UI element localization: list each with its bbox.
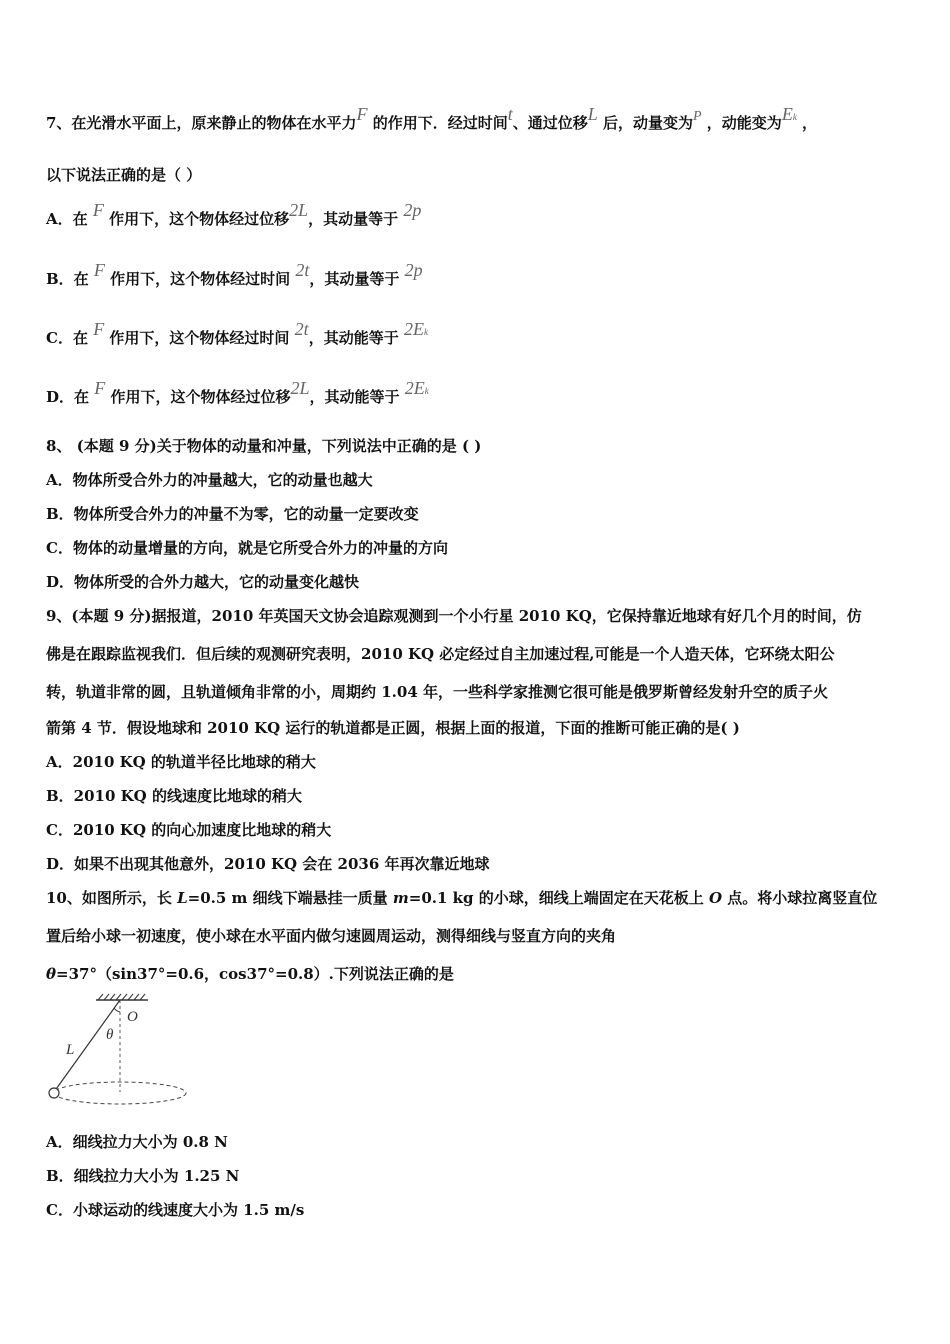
option-text: C．在 xyxy=(46,329,88,347)
option-text: A．在 xyxy=(46,210,88,228)
option-text: 作用下，这个物体经过位移 xyxy=(110,388,291,406)
var-2E: 2E xyxy=(404,378,425,398)
q7-stem-text: 后，动量变为 xyxy=(602,114,693,132)
var-F: F xyxy=(93,319,105,339)
var-t: t xyxy=(507,104,513,124)
var-2t: 2t xyxy=(294,319,309,339)
q8-stem: 8、 (本题 9 分)关于物体的动量和冲量，下列说法中正确的是 ( ) xyxy=(46,437,482,455)
angle-arc xyxy=(114,1008,120,1012)
q9-option-a: A．2010 KQ 的轨道半径比地球的稍大 xyxy=(46,753,316,771)
option-text: 作用下，这个物体经过时间 xyxy=(110,270,291,288)
q10-stem-text: =37°（sin37°=0.6，cos37°=0.8）.下列说法正确的是 xyxy=(56,965,454,983)
q7-stem-text: ， xyxy=(802,114,818,132)
q9-stem-line2: 佛是在跟踪监视我们．但后续的观测研究表明，2010 KQ 必定经过自主加速过程,可能是一个人造天体，它环绕太阳公 xyxy=(46,645,835,663)
q9-stem-line1: 9、(本题 9 分)据报道，2010 年英国天文协会追踪观测到一个小行星 2010 KQ，它保持靠近地球有好几个月的时间，仿 xyxy=(46,607,862,625)
label-L: L xyxy=(66,1042,75,1058)
ball xyxy=(49,1088,59,1098)
option-text: B．在 xyxy=(46,270,89,288)
var-k: k xyxy=(792,112,797,122)
var-theta: θ xyxy=(46,965,57,983)
label-theta: θ xyxy=(106,1027,114,1043)
q7-option-c xyxy=(46,319,428,348)
q8-option-d: D．物体所受的合外力越大，它的动量变化越快 xyxy=(46,573,360,591)
q10-stem-line3 xyxy=(46,963,454,984)
ceiling-hatching xyxy=(98,994,145,1000)
var-O: O xyxy=(708,889,723,907)
var-F: F xyxy=(94,378,106,398)
conical-pendulum-diagram xyxy=(40,992,200,1112)
q10-option-b: B．细线拉力大小为 1.25 N xyxy=(46,1167,240,1185)
var-E: E xyxy=(781,104,793,124)
var-Ek xyxy=(782,104,797,124)
q9-option-b: B．2010 KQ 的线速度比地球的稍大 xyxy=(46,787,302,805)
q7-option-a xyxy=(46,200,422,229)
q9-stem-line4: 箭第 4 节．假设地球和 2010 KQ 运行的轨道都是正圆，根据上面的报道，下面的推断可能正确的是( ) xyxy=(46,719,740,737)
var-p: P xyxy=(693,109,702,124)
var-2Ek xyxy=(404,319,428,339)
q10-stem-text: 点。将小球拉离竖直位 xyxy=(722,889,878,907)
q7-stem-text: 的作用下．经过时间 xyxy=(372,114,508,132)
var-2L: 2L xyxy=(289,200,309,220)
q8-option-a: A．物体所受合外力的冲量越大，它的动量也越大 xyxy=(46,471,373,489)
q9-option-c: C．2010 KQ 的向心加速度比地球的稍大 xyxy=(46,821,332,839)
q7-stem-text: 7、在光滑水平面上，原来静止的物体在水平力 xyxy=(46,114,357,132)
var-F: F xyxy=(356,104,368,124)
var-k: k xyxy=(423,327,428,337)
option-text: ，其动量等于 xyxy=(308,210,399,228)
q7-stem-line2: 以下说法正确的是（ ） xyxy=(46,166,202,184)
q10-option-a: A．细线拉力大小为 0.8 N xyxy=(46,1133,228,1151)
q10-stem-text: =0.5 m 细线下端悬挂一质量 xyxy=(187,889,393,907)
string-line xyxy=(54,1000,120,1092)
var-2p: 2p xyxy=(404,260,423,280)
q10-stem-text: 10、如图所示，长 xyxy=(46,889,178,907)
q7-option-d xyxy=(46,378,429,407)
var-2Ek xyxy=(405,378,429,398)
var-L: L xyxy=(177,889,188,907)
q10-option-c: C．小球运动的线速度大小为 1.5 m/s xyxy=(46,1201,305,1219)
var-2t: 2t xyxy=(295,260,310,280)
var-L: L xyxy=(587,104,598,124)
var-2p: 2p xyxy=(403,200,422,220)
option-text: 作用下，这个物体经过时间 xyxy=(109,329,290,347)
var-m: m xyxy=(392,889,409,907)
q7-stem-line1 xyxy=(46,104,818,133)
var-F: F xyxy=(92,200,104,220)
option-text: ，其动量等于 xyxy=(309,270,400,288)
q7-stem-text: ，动能变为 xyxy=(706,114,782,132)
q9-option-d: D．如果不出现其他意外，2010 KQ 会在 2036 年再次靠近地球 xyxy=(46,855,490,873)
q10-stem-line1 xyxy=(46,887,877,908)
q7-option-b xyxy=(46,260,423,289)
option-text: D．在 xyxy=(46,388,90,406)
q10-stem-line2: 置后给小球一初速度，使小球在水平面内做匀速圆周运动，测得细线与竖直方向的夹角 xyxy=(46,927,617,945)
var-k: k xyxy=(424,386,429,396)
var-2L: 2L xyxy=(290,378,310,398)
option-text: 作用下，这个物体经过位移 xyxy=(109,210,290,228)
q7-stem-text: 、通过位移 xyxy=(512,114,588,132)
q10-stem-text: =0.1 kg 的小球，细线上端固定在天花板上 xyxy=(408,889,709,907)
var-2E: 2E xyxy=(403,319,424,339)
label-O: O xyxy=(127,1009,138,1025)
option-text: ，其动能等于 xyxy=(309,388,400,406)
q9-stem-line3: 转，轨道非常的圆，且轨道倾角非常的小，周期约 1.04 年，一些科学家推测它很可能是俄罗斯曾经发射升空的质子火 xyxy=(46,683,828,701)
q8-option-b: B．物体所受合外力的冲量不为零，它的动量一定要改变 xyxy=(46,505,419,523)
var-F: F xyxy=(93,260,105,280)
q8-option-c: C．物体的动量增量的方向，就是它所受合外力的冲量的方向 xyxy=(46,539,448,557)
option-text: ，其动能等于 xyxy=(308,329,399,347)
